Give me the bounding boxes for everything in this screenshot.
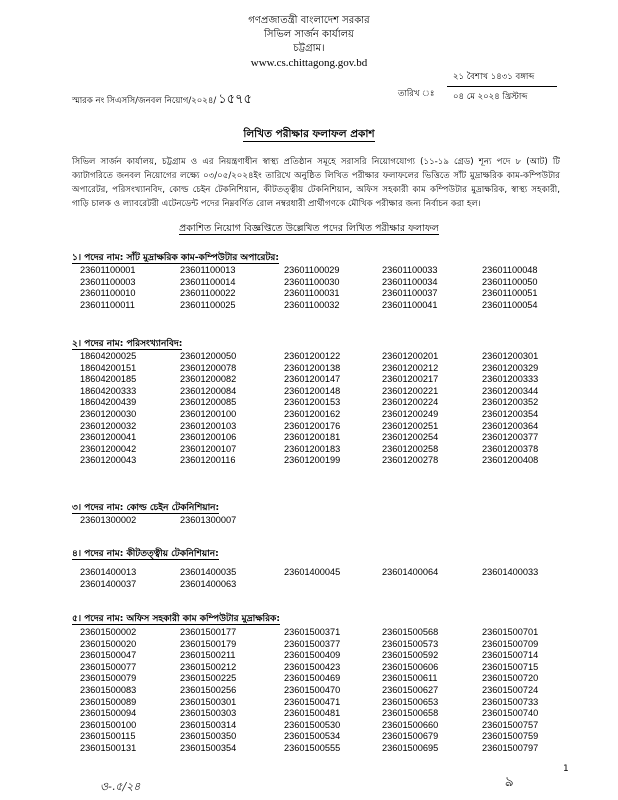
roll-number: 23601500301 [180,696,237,707]
roll-number: 23601200199 [284,455,341,466]
roll-number: 23601200162 [284,408,341,419]
roll-number: 23601200377 [482,432,539,443]
results-subtitle [0,222,618,237]
roll-number: 23601200254 [382,432,439,443]
roll-number: 23601500568 [382,627,439,637]
roll-number: 23601500131 [80,742,137,753]
roll-number: 23601400063 [180,578,237,589]
section-heading [72,611,280,626]
roll-number: 23601500020 [80,638,137,649]
roll-number: 23601500094 [80,708,137,719]
roll-grid [80,627,574,755]
roll-number: 23601500100 [80,719,137,730]
roll-number: 23601200249 [382,408,439,419]
roll-number: 23601200103 [180,420,237,431]
roll-number: 23601500555 [284,742,341,753]
roll-number: 23601500797 [482,742,539,753]
roll-number: 23601500679 [382,731,439,742]
section-heading-text: ৩। পদের নাম: কোল্ড চেইন টেকনিশিয়ান: [72,503,220,513]
roll-number: 23601200221 [382,385,439,396]
date-bangla: ২১ বৈশাখ ১৪৩১ বঙ্গাব্দ [447,70,557,87]
roll-number: 23601500371 [284,627,341,637]
roll-number: 23601400064 [382,567,439,577]
roll-number: 23601500047 [80,650,137,661]
roll-number: 18604200333 [80,385,137,396]
roll-number: 23601200100 [180,408,237,419]
roll-number: 23601200147 [284,374,341,385]
roll-number: 23601500377 [284,638,341,649]
roll-number: 23601500469 [284,673,341,684]
roll-number: 23601500089 [80,696,137,707]
roll-number: 23601100022 [180,288,236,299]
roll-number: 23601100014 [180,276,236,287]
roll-number: 23601100034 [382,276,438,287]
roll-number: 23601200181 [284,432,341,443]
roll-number: 23601500471 [284,696,341,707]
roll-number: 23601500653 [382,696,439,707]
roll-number: 23601500225 [180,673,237,684]
roll-number: 23601500350 [180,731,237,742]
roll-number: 23601500606 [382,661,439,672]
roll-number: 23601100032 [284,299,340,310]
date-label: তারিখ ঃ [398,89,435,99]
office-name: সিভিল সার্জন কার্যালয় [264,29,354,40]
roll-number: 23601500720 [482,673,539,684]
office-location: চট্টগ্রাম। [293,43,325,54]
roll-number: 23601500212 [180,661,237,672]
roll-number: 23601200183 [284,443,341,454]
roll-number: 23601500177 [180,627,237,637]
roll-number: 23601400045 [284,567,341,577]
roll-number: 23601200333 [482,374,539,385]
roll-number: 23601200217 [382,374,439,385]
roll-number: 23601100037 [382,288,438,299]
section-heading-text: ৫। পদের নাম: অফিস সহকারী কাম কম্পিউটার মুদ্রাক্ষরিক: [72,614,280,624]
roll-number: 23601100013 [180,265,236,275]
roll-grid [80,567,574,590]
roll-number: 23601500211 [180,650,236,661]
roll-number: 23601500077 [80,661,137,672]
roll-number: 23601200364 [482,420,539,431]
roll-number: 23601200378 [482,443,539,454]
roll-number: 23601500759 [482,731,539,742]
roll-number: 23601400033 [482,567,539,577]
roll-number: 23601100003 [80,276,136,287]
roll-number: 23601200278 [382,455,439,466]
section-heading [72,250,279,265]
roll-number: 23601500409 [284,650,341,661]
section-heading-text: ৪। পদের নাম: কীটতত্ত্বীয় টেকনিশিয়ান: [72,549,219,559]
roll-number: 23601200176 [284,420,341,431]
roll-number: 23601500709 [482,638,539,649]
roll-number: 23601200212 [382,362,439,373]
roll-number: 23601200042 [80,443,137,454]
roll-number: 23601200329 [482,362,539,373]
memo-label: স্মারক নং সিএসসি/জনবল নিয়োগ/২০২৪/ [72,96,217,106]
roll-number: 18604200439 [80,397,137,408]
handwritten-initials: ও-.৫/২৪ [100,780,141,793]
roll-number: 23601500423 [284,661,341,672]
memo-number [72,90,252,111]
roll-number: 23601500179 [180,638,237,649]
roll-number: 23601200354 [482,408,539,419]
roll-number: 23601500481 [284,708,341,719]
roll-number: 23601200085 [180,397,237,408]
results-subtitle-text: প্রকাশিত নিয়োগ বিজ্ঞপ্তিতে উল্লেখিত পদের লিখিত পরীক্ষার ফলাফল [179,223,439,234]
roll-number: 23601300007 [180,515,237,525]
roll-number: 23601200078 [180,362,237,373]
roll-number: 23601200082 [180,374,237,385]
roll-number: 23601500303 [180,708,237,719]
roll-number: 23601200106 [180,432,237,443]
roll-number: 18604200185 [80,374,137,385]
roll-number: 23601100054 [482,299,538,310]
roll-number: 23601500757 [482,719,539,730]
roll-number: 23601200201 [382,351,439,361]
roll-number: 23601100011 [80,299,135,310]
roll-grid [80,265,574,311]
roll-number: 23601200084 [180,385,237,396]
roll-number: 23601100050 [482,276,538,287]
roll-number: 23601500701 [482,627,539,637]
roll-number: 23601300002 [80,515,137,525]
roll-number: 23601200352 [482,397,539,408]
roll-number: 23601500627 [382,684,439,695]
memo-handwritten-number: ১৫৭৫ [218,92,252,107]
roll-number: 23601200344 [482,385,539,396]
roll-grid [80,351,574,467]
section-heading [72,500,219,515]
roll-number: 23601500592 [382,650,439,661]
roll-number: 23601200408 [482,455,539,466]
roll-number: 23601200122 [284,351,341,361]
roll-number: 23601200043 [80,455,137,466]
roll-number: 23601500354 [180,742,237,753]
roll-number: 23601500115 [80,731,136,742]
roll-number: 23601100033 [382,265,438,275]
roll-number: 23601100051 [482,288,538,299]
roll-number: 23601500079 [80,673,137,684]
roll-number: 23601200116 [180,455,236,466]
section-heading-text: ২। পদের নাম: পরিসংখ্যানবিদ: [72,339,183,349]
roll-number: 23601100001 [80,265,136,275]
roll-number: 23601200050 [180,351,237,361]
roll-grid [80,515,574,527]
page-title-text: লিখিত পরীক্ষার ফলাফল প্রকাশ [243,128,375,140]
section-heading [72,336,182,351]
roll-number: 18604200151 [80,362,137,373]
date-block [447,70,557,104]
roll-number: 23601200153 [284,397,341,408]
roll-number: 23601500256 [180,684,237,695]
roll-number: 23601500695 [382,742,439,753]
roll-number: 23601500470 [284,684,341,695]
roll-number: 23601500658 [382,708,439,719]
roll-number: 23601500724 [482,684,539,695]
roll-number: 23601100041 [382,299,438,310]
roll-number: 23601500714 [482,650,539,661]
roll-number: 23601500314 [180,719,237,730]
roll-number: 23601500083 [80,684,137,695]
page-title [0,127,618,144]
roll-number: 23601200258 [382,443,439,454]
roll-number: 23601200301 [482,351,539,361]
govt-title: গণপ্রজাতন্ত্রী বাংলাদেশ সরকার [248,15,370,26]
roll-number: 23601200107 [180,443,237,454]
roll-number: 23601100025 [180,299,236,310]
roll-number: 23601200032 [80,420,137,431]
roll-number: 23601200138 [284,362,341,373]
section-heading [72,546,219,561]
section-heading-text: ১। পদের নাম: সাঁট মুদ্রাক্ষরিক কাম-কম্পিউটার অপারেটর: [72,253,279,263]
roll-number: 23601200041 [80,432,137,443]
roll-number: 23601100010 [80,288,136,299]
roll-number: 23601100031 [284,288,340,299]
roll-number: 23601100030 [284,276,340,287]
roll-number: 23601500715 [482,661,539,672]
roll-number: 23601500573 [382,638,439,649]
roll-number: 18604200025 [80,351,137,361]
page-number: 1 [563,764,569,774]
roll-number: 23601400035 [180,567,237,577]
roll-number: 23601200251 [382,420,439,431]
roll-number [284,579,382,591]
roll-number: 23601200148 [284,385,341,396]
signature-mark: ঌ [505,774,514,790]
notice-paragraph: সিভিল সার্জন কার্যালয়, চট্টগ্রাম ও এর নিয়ন্ত্রণাধীন স্বাস্থ্য প্রতিষ্ঠান সমূহে সরাসরি নিয়োগযোগ্য (১১-১৯ গ্রেড) শূন্য পদে ৮ (আট) টি ক্যাটাগরিতে জনবল নিয়োগের লক্ষ্যে ০৩/০৫/২০২৪ইং তারিখে অনুষ্ঠিত লিখিত পরীক্ষার ফলাফলের ভিত্তিতে সাঁট মুদ্রাক্ষরিক কাম-কম্পিউটার অপারেটর, পরিসংখ্যানবিদ, কোল্ড চেইন টেকনিশিয়ান, কীটতত্ত্বীয় টেকনিশিয়ান, অফিস সহকারী কাম কম্পিউটার মুদ্রাক্ষরিক, স্বাস্থ্য সহকারী, গাড়ি চালক ও ল্যাবরেটরী এটেনডেন্ট পদের নিম্নবর্ণিত রোল নম্বরধারী প্রার্থীগণকে মৌখিক পরীক্ষার জন্য নির্বাচন করা হল। [72,157,560,209]
roll-number: 23601200224 [382,397,439,408]
roll-number: 23601400037 [80,578,137,589]
date-english: ০৪ মে ২০২৪ খ্রিস্টাব্দ [453,92,528,102]
roll-number: 23601500611 [382,673,438,684]
roll-number: 23601500002 [80,627,137,637]
roll-number: 23601500534 [284,731,341,742]
website: www.cs.chittagong.gov.bd [250,57,368,69]
roll-number: 23601200030 [80,408,137,419]
roll-number: 23601500530 [284,719,341,730]
roll-number: 23601500660 [382,719,439,730]
roll-number: 23601500740 [482,708,539,719]
roll-number: 23601100029 [284,265,340,275]
roll-number: 23601100048 [482,265,538,275]
roll-number: 23601500733 [482,696,539,707]
roll-number: 23601400013 [80,567,137,577]
